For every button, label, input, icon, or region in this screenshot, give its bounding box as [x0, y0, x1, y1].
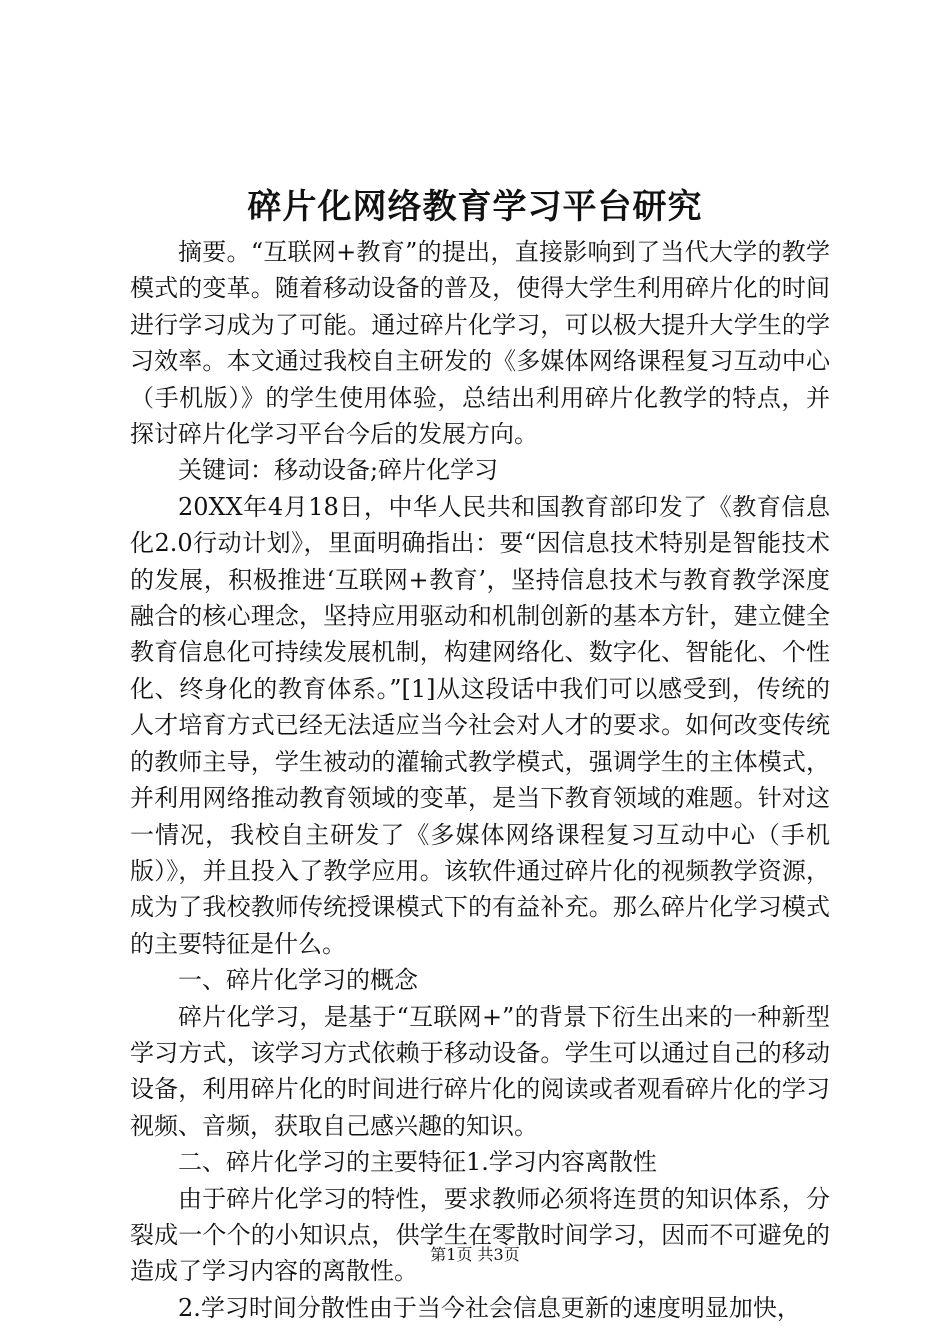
document-title: 碎片化网络教育学习平台研究: [247, 187, 703, 227]
features-paragraph: 由于碎片化学习的特性，要求教师必须将连贯的知识体系，分裂成一个个的小知识点，供学生在零散时间学习，因而不可避免的造成了学习内容的离散性。: [130, 1184, 830, 1286]
intro-paragraph: 20XX年4月18日，中华人民共和国教育部印发了《教育信息化2.0行动计划》，里面明确指出：要“因信息技术特别是智能技术的发展，积极推进‘互联网+教育’，坚持信息技术与教育教学深度融合的核心理念，坚持应用驱动和机制创新的基本方针，建立健全教育信息化可持续发展机制，构建网络化、数字化、智能化、个性化、终身化的教育体系。”[1]从这段话中我们可以感受到，传统的人才培育方式已经无法适应当今社会对人才的要求。如何改变传统的教师主导，学生被动的灌输式教学模式，强调学生的主体模式，并利用网络推动教育领域的变革，是当下教育领域的难题。针对这一情况，我校自主研发了《多媒体网络课程复习互动中心（手机版）》，并且投入了教学应用。该软件通过碎片化的视频教学资源，成为了我校教师传统授课模式下的有益补充。那么碎片化学习模式的主要特征是什么。: [130, 492, 830, 958]
section-heading-features: 二、碎片化学习的主要特征1.学习内容离散性: [178, 1148, 657, 1177]
document-body: [130, 234, 830, 1326]
section-heading-concept: 一、碎片化学习的概念: [178, 966, 418, 995]
time-dispersion-paragraph: 2.学习时间分散性由于当今社会信息更新的速度明显加快，: [178, 1293, 801, 1322]
concept-paragraph: 碎片化学习，是基于“互联网+”的背景下衍生出来的一种新型学习方式，该学习方式依赖于移动设备。学生可以通过自己的移动设备，利用碎片化的时间进行碎片化的阅读或者观看碎片化的学习视频、音频，获取自己感兴趣的知识。: [130, 1002, 830, 1140]
abstract-paragraph: 摘要。“互联网+教育”的提出，直接影响到了当代大学的教学模式的变革。随着移动设备的普及，使得大学生利用碎片化的时间进行学习成为了可能。通过碎片化学习，可以极大提升大学生的学习效率。本文通过我校自主研发的《多媒体网络课程复习互动中心（手机版）》的学生使用体验，总结出利用碎片化教学的特点，并探讨碎片化学习平台今后的发展方向。: [130, 238, 830, 449]
keywords-paragraph: 关键词：移动设备;碎片化学习: [178, 456, 499, 485]
page-number-footer: 第1页 共3页: [430, 1245, 520, 1264]
